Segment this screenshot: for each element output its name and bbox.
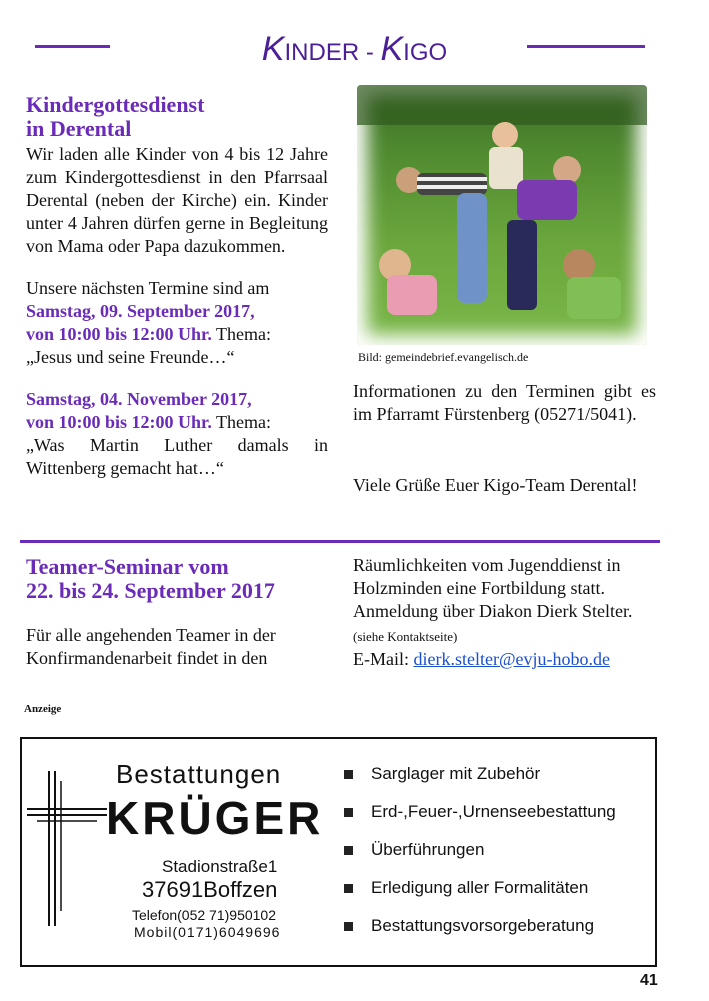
kigo-intro: Wir laden alle Kinder von 4 bis 12 Jahre zum Kindergottesdienst in den Pfarrsaal Derental (neben der Kirche) ein. Kinder unter 4 Jahren dürfen gerne in Begleitung von Mama oder Papa dazukommen. — [26, 144, 328, 256]
page-number: 41 — [640, 972, 658, 989]
ad-city: 37691Boffzen — [142, 877, 278, 902]
bullet-icon — [344, 846, 353, 855]
ad-label: Anzeige — [24, 703, 62, 715]
cross-logo-icon — [27, 771, 112, 926]
ad-mobile: Mobil(0171)6049696 — [134, 924, 281, 940]
seminar-email: E-Mail: dierk.stelter@evju-hobo.de — [353, 649, 611, 669]
ad-brand: KRÜGER — [106, 792, 324, 844]
section-divider — [20, 540, 660, 543]
seminar-text-right: Räumlichkeiten vom Jugenddienst in Holzminden eine Fortbildung statt. — [353, 555, 621, 598]
kigo-article — [26, 93, 328, 480]
photo-caption: Bild: gemeindebrief.evangelisch.de — [358, 350, 529, 364]
bullet-icon — [344, 884, 353, 893]
bullet-icon — [344, 770, 353, 779]
seminar-right — [353, 554, 658, 671]
service-item: Erledigung aller Formalitäten — [344, 878, 616, 916]
kigo-greeting: Viele Grüße Euer Kigo-Team Derental! — [353, 475, 638, 495]
seminar-text-left: Für alle angehenden Teamer in der Konfirmandenarbeit findet in den — [26, 625, 276, 668]
service-item: Bestattungsvorsorgeberatung — [344, 916, 616, 954]
bullet-icon — [344, 922, 353, 931]
ad-street: Stadionstraße1 — [162, 857, 278, 876]
bullet-icon — [344, 808, 353, 817]
kigo-heading: Kindergottesdienst in Derental — [26, 92, 205, 141]
seminar-heading: Teamer-Seminar vom 22. bis 24. September 2017 — [26, 554, 275, 603]
page-title: KINDER - KIGO — [261, 30, 448, 68]
termin-2: Samstag, 04. November 2017, von 10:00 bis 12:00 Uhr. Thema: „Was Martin Luther damals in Wittenberg gemacht hat…“ — [26, 389, 328, 478]
service-list — [344, 764, 616, 954]
children-photo — [357, 85, 647, 345]
advertisement — [20, 737, 657, 967]
seminar-article — [26, 555, 331, 670]
service-item: Überführungen — [344, 840, 616, 878]
seminar-anmeldung: Anmeldung über Diakon Dierk Stelter. (siehe Kontaktseite) — [353, 601, 633, 644]
email-link[interactable]: dierk.stelter@evju-hobo.de — [413, 649, 611, 669]
termin-1: Samstag, 09. September 2017, von 10:00 bis 12:00 Uhr. Thema: „Jesus und seine Freunde…“ — [26, 301, 272, 367]
ad-phone: Telefon(052 71)950102 — [132, 907, 277, 923]
ad-title: Bestattungen — [116, 759, 282, 789]
service-item: Erd-,Feuer-,Urnenseebestattung — [344, 802, 616, 840]
termine-intro: Unsere nächsten Termine sind am — [26, 278, 270, 298]
kigo-info: Informationen zu den Terminen gibt es im Pfarramt Fürstenberg (05271/5041). — [353, 381, 656, 424]
service-item: Sarglager mit Zubehör — [344, 764, 616, 802]
children-playing-illustration — [357, 85, 647, 345]
